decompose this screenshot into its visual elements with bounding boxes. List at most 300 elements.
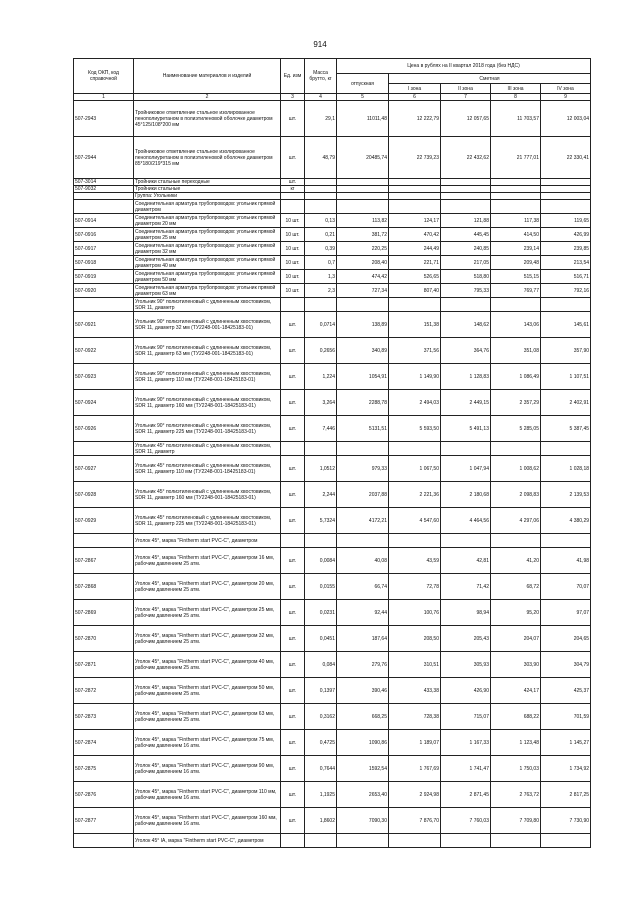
row-zone-4-price-cell (541, 200, 591, 214)
row-release-price-cell (337, 179, 389, 186)
row-name-cell: Уголок 45°, марка "Fintherm start PVC-C", диаметром 25 мм, рабочим давлением 25 атм. (134, 600, 281, 626)
row-zone-3-price-cell: 424,17 (491, 678, 541, 704)
row-unit-cell: шт. (281, 390, 305, 416)
header-estimate: Сметная (389, 74, 591, 84)
row-zone-2-price-cell: 42,81 (441, 548, 491, 574)
row-zone-4-price-cell: 22 330,41 (541, 137, 591, 179)
row-name-cell: Уголок 45°, марка "Fintherm start PVC-C", диаметром 40 мм, рабочим давлением 25 атм. (134, 652, 281, 678)
row-zone-2-price-cell: 98,94 (441, 600, 491, 626)
table-row (74, 730, 591, 756)
row-code-cell (74, 200, 134, 214)
row-zone-3-price-cell: 1 750,03 (491, 756, 541, 782)
row-zone-4-price-cell: 516,71 (541, 270, 591, 284)
row-mass-cell: 0,21 (305, 228, 337, 242)
row-zone-4-price-cell: 701,59 (541, 704, 591, 730)
row-mass-cell: 2,3 (305, 284, 337, 298)
row-zone-3-price-cell: 414,50 (491, 228, 541, 242)
row-code-cell: 507-9032 (74, 186, 134, 193)
row-release-price-cell: 220,25 (337, 242, 389, 256)
row-name-cell: Соединительная арматура трубопроводов: угольник прямой диаметром 50 мм (134, 270, 281, 284)
row-zone-4-price-cell: 12 003,04 (541, 101, 591, 137)
row-code-cell: 507-0927 (74, 456, 134, 482)
row-zone-2-price-cell (441, 442, 491, 456)
row-zone-3-price-cell (491, 442, 541, 456)
table-row (74, 834, 591, 848)
row-name-cell: Тройники стальные (134, 186, 281, 193)
table-row (74, 508, 591, 534)
row-release-price-cell: 40,08 (337, 548, 389, 574)
row-zone-1-price-cell: 5 593,50 (389, 416, 441, 442)
row-unit-cell: шт. (281, 101, 305, 137)
row-code-cell: 507-0926 (74, 416, 134, 442)
table-row (74, 600, 591, 626)
row-code-cell: 507-0922 (74, 338, 134, 364)
row-zone-4-price-cell: 426,99 (541, 228, 591, 242)
column-number: 2 (134, 94, 281, 101)
row-name-cell: Уголок 45°, марка "Fintherm start PVC-C", диаметром 75 мм, рабочим давлением 16 атм. (134, 730, 281, 756)
row-zone-3-price-cell: 303,90 (491, 652, 541, 678)
row-zone-2-price-cell: 715,07 (441, 704, 491, 730)
table-row (74, 456, 591, 482)
row-release-price-cell (337, 442, 389, 456)
row-zone-3-price-cell: 4 297,06 (491, 508, 541, 534)
header-unit: Ед. изм (281, 59, 305, 94)
row-zone-2-price-cell: 7 760,03 (441, 808, 491, 834)
row-zone-2-price-cell (441, 534, 491, 548)
row-code-cell: 507-0919 (74, 270, 134, 284)
row-release-price-cell: 340,89 (337, 338, 389, 364)
row-unit-cell (281, 442, 305, 456)
row-zone-1-price-cell: 4 547,60 (389, 508, 441, 534)
row-release-price-cell: 66,74 (337, 574, 389, 600)
row-zone-1-price-cell: 2 924,98 (389, 782, 441, 808)
table-row (74, 482, 591, 508)
row-unit-cell (281, 193, 305, 200)
row-mass-cell: 0,1397 (305, 678, 337, 704)
row-zone-4-price-cell: 1 028,18 (541, 456, 591, 482)
table-row (74, 284, 591, 298)
row-zone-3-price-cell: 209,48 (491, 256, 541, 270)
row-zone-3-price-cell: 41,20 (491, 548, 541, 574)
row-zone-2-price-cell: 121,88 (441, 214, 491, 228)
row-zone-3-price-cell: 21 777,01 (491, 137, 541, 179)
row-zone-1-price-cell: 728,38 (389, 704, 441, 730)
row-release-price-cell: 4172,21 (337, 508, 389, 534)
row-code-cell: 507-0921 (74, 312, 134, 338)
row-zone-4-price-cell: 304,79 (541, 652, 591, 678)
row-code-cell (74, 442, 134, 456)
row-zone-2-price-cell: 1 047,94 (441, 456, 491, 482)
row-zone-1-price-cell: 2 494,03 (389, 390, 441, 416)
header-name: Наименование материалов и изделий (134, 59, 281, 94)
header-code: Код ОКП, код справочной (74, 59, 134, 94)
row-unit-cell: 10 шт. (281, 284, 305, 298)
row-zone-4-price-cell: 2 817,25 (541, 782, 591, 808)
row-zone-1-price-cell: 7 876,70 (389, 808, 441, 834)
row-zone-2-price-cell: 5 491,13 (441, 416, 491, 442)
row-zone-2-price-cell (441, 298, 491, 312)
row-name-cell: Угольник 90° полиэтиленовый с удлиненным хвостовиком, SDR 11, диаметр 110 мм (ТУ2248-001-18425183-01) (134, 364, 281, 390)
column-number: 5 (337, 94, 389, 101)
row-release-price-cell: 668,25 (337, 704, 389, 730)
row-name-cell: Уголок 45°, марка "Fintherm start PVC-C", диаметром 110 мм, рабочим давлением 16 атм. (134, 782, 281, 808)
row-unit-cell: шт. (281, 626, 305, 652)
row-mass-cell (305, 179, 337, 186)
row-zone-1-price-cell: 470,42 (389, 228, 441, 242)
row-mass-cell: 0,0714 (305, 312, 337, 338)
row-zone-1-price-cell (389, 200, 441, 214)
table-row (74, 193, 591, 200)
row-zone-2-price-cell: 2 180,68 (441, 482, 491, 508)
row-code-cell: 507-2944 (74, 137, 134, 179)
row-name-cell: Уголок 45° IA, марка "Fintherm start PVC-C", диаметром (134, 834, 281, 848)
row-zone-2-price-cell: 205,43 (441, 626, 491, 652)
row-release-price-cell: 390,46 (337, 678, 389, 704)
row-zone-3-price-cell: 769,77 (491, 284, 541, 298)
row-zone-4-price-cell: 357,90 (541, 338, 591, 364)
row-mass-cell: 29,1 (305, 101, 337, 137)
row-mass-cell: 0,0231 (305, 600, 337, 626)
table-row (74, 678, 591, 704)
row-mass-cell: 0,0084 (305, 548, 337, 574)
row-zone-3-price-cell (491, 200, 541, 214)
table-row (74, 548, 591, 574)
row-mass-cell (305, 442, 337, 456)
row-name-cell: Угольник 90° полиэтиленовый с удлиненным хвостовиком, SDR 11, диаметр 32 мм (ТУ2248-001-18425183-01) (134, 312, 281, 338)
row-code-cell: 507-0924 (74, 390, 134, 416)
row-zone-3-price-cell: 515,15 (491, 270, 541, 284)
row-code-cell (74, 298, 134, 312)
row-unit-cell: шт. (281, 678, 305, 704)
row-zone-2-price-cell: 12 057,65 (441, 101, 491, 137)
row-zone-2-price-cell: 1 167,33 (441, 730, 491, 756)
row-mass-cell (305, 200, 337, 214)
row-zone-2-price-cell: 445,45 (441, 228, 491, 242)
row-zone-3-price-cell: 117,38 (491, 214, 541, 228)
row-code-cell: 507-2869 (74, 600, 134, 626)
row-zone-3-price-cell: 239,14 (491, 242, 541, 256)
row-mass-cell: 3,264 (305, 390, 337, 416)
row-zone-1-price-cell: 72,78 (389, 574, 441, 600)
row-mass-cell: 0,0451 (305, 626, 337, 652)
row-zone-2-price-cell: 240,85 (441, 242, 491, 256)
row-name-cell: Угольник 45° полиэтиленовый с удлиненным хвостовиком, SDR 11, диаметр 160 мм (ТУ2248-001-18425183-01) (134, 482, 281, 508)
table-row (74, 704, 591, 730)
row-mass-cell: 0,3162 (305, 704, 337, 730)
column-number: 9 (541, 94, 591, 101)
row-zone-1-price-cell: 1 767,69 (389, 756, 441, 782)
row-code-cell: 507-2876 (74, 782, 134, 808)
row-zone-1-price-cell: 208,50 (389, 626, 441, 652)
row-zone-3-price-cell: 11 703,57 (491, 101, 541, 137)
row-release-price-cell: 5131,51 (337, 416, 389, 442)
column-number: 8 (491, 94, 541, 101)
row-code-cell: 507-2868 (74, 574, 134, 600)
row-zone-3-price-cell: 95,20 (491, 600, 541, 626)
row-release-price-cell: 11011,48 (337, 101, 389, 137)
table-row (74, 808, 591, 834)
row-mass-cell: 0,2656 (305, 338, 337, 364)
row-zone-3-price-cell: 68,72 (491, 574, 541, 600)
row-code-cell: 507-0916 (74, 228, 134, 242)
row-zone-2-price-cell: 364,76 (441, 338, 491, 364)
table-row (74, 652, 591, 678)
row-mass-cell: 1,0512 (305, 456, 337, 482)
row-unit-cell: шт. (281, 179, 305, 186)
row-zone-4-price-cell: 97,07 (541, 600, 591, 626)
row-code-cell: 507-0920 (74, 284, 134, 298)
row-release-price-cell (337, 534, 389, 548)
table-row (74, 200, 591, 214)
row-release-price-cell: 727,34 (337, 284, 389, 298)
row-mass-cell (305, 193, 337, 200)
row-mass-cell: 0,39 (305, 242, 337, 256)
row-mass-cell: 0,13 (305, 214, 337, 228)
row-zone-4-price-cell (541, 534, 591, 548)
row-unit-cell: шт. (281, 652, 305, 678)
row-zone-4-price-cell: 4 380,29 (541, 508, 591, 534)
row-zone-3-price-cell (491, 186, 541, 193)
row-zone-1-price-cell: 1 189,07 (389, 730, 441, 756)
row-unit-cell: шт. (281, 312, 305, 338)
row-name-cell: Уголок 45°, марка "Fintherm start PVC-C", диаметром 160 мм, рабочим давлением 16 атм. (134, 808, 281, 834)
row-mass-cell: 1,224 (305, 364, 337, 390)
row-unit-cell: шт. (281, 600, 305, 626)
row-zone-4-price-cell: 213,54 (541, 256, 591, 270)
row-zone-4-price-cell: 5 387,45 (541, 416, 591, 442)
row-mass-cell: 0,0155 (305, 574, 337, 600)
row-zone-2-price-cell (441, 834, 491, 848)
row-name-cell: Тройники стальные переходные (134, 179, 281, 186)
row-name-cell: Уголок 45°, марка "Fintherm start PVC-C", диаметром 20 мм, рабочим давлением 25 атм. (134, 574, 281, 600)
row-zone-3-price-cell (491, 534, 541, 548)
row-unit-cell: шт. (281, 364, 305, 390)
row-zone-1-price-cell (389, 186, 441, 193)
row-mass-cell: 1,8602 (305, 808, 337, 834)
row-release-price-cell: 2037,88 (337, 482, 389, 508)
row-release-price-cell: 2288,78 (337, 390, 389, 416)
row-zone-4-price-cell: 239,85 (541, 242, 591, 256)
row-release-price-cell: 381,72 (337, 228, 389, 242)
row-zone-2-price-cell: 518,80 (441, 270, 491, 284)
row-name-cell: Угольник 90° полиэтиленовый с удлиненным хвостовиком, SDR 11, диаметр 63 мм (ТУ2248-001-18425183-01) (134, 338, 281, 364)
row-mass-cell: 0,7644 (305, 756, 337, 782)
row-zone-4-price-cell: 145,61 (541, 312, 591, 338)
row-name-cell: Уголок 45°, марка "Fintherm start PVC-C", диаметром (134, 534, 281, 548)
row-name-cell: Угольник 45° полиэтиленовый с удлиненным хвостовиком, SDR 11, диаметр (134, 442, 281, 456)
row-unit-cell: шт. (281, 548, 305, 574)
row-zone-1-price-cell: 2 221,36 (389, 482, 441, 508)
table-row (74, 782, 591, 808)
row-mass-cell: 1,1925 (305, 782, 337, 808)
row-code-cell (74, 534, 134, 548)
row-zone-1-price-cell: 433,38 (389, 678, 441, 704)
row-zone-3-price-cell: 351,08 (491, 338, 541, 364)
row-unit-cell (281, 200, 305, 214)
header-zone-3: III зона (491, 84, 541, 94)
row-zone-3-price-cell: 7 709,80 (491, 808, 541, 834)
row-unit-cell (281, 834, 305, 848)
row-zone-3-price-cell: 5 285,05 (491, 416, 541, 442)
row-name-cell: Уголок 45°, марка "Fintherm start PVC-C", диаметром 50 мм, рабочим давлением 25 атм. (134, 678, 281, 704)
row-zone-2-price-cell: 1 741,47 (441, 756, 491, 782)
row-mass-cell: 0,7 (305, 256, 337, 270)
row-zone-2-price-cell (441, 186, 491, 193)
row-zone-1-price-cell: 807,40 (389, 284, 441, 298)
row-unit-cell: 10 шт. (281, 242, 305, 256)
row-unit-cell: шт. (281, 574, 305, 600)
row-zone-1-price-cell: 12 222,79 (389, 101, 441, 137)
row-zone-3-price-cell: 2 098,83 (491, 482, 541, 508)
row-zone-2-price-cell: 4 464,56 (441, 508, 491, 534)
row-unit-cell: 10 шт. (281, 228, 305, 242)
row-mass-cell (305, 534, 337, 548)
column-number: 3 (281, 94, 305, 101)
row-code-cell: 507-2872 (74, 678, 134, 704)
row-code-cell: 507-2874 (74, 730, 134, 756)
row-name-cell: Тройниковое ответвление стальное изолированное пенополиуретаном в полиэтиленовой оболочке диаметром 45°125/108*200 мм (134, 101, 281, 137)
row-code-cell (74, 193, 134, 200)
row-zone-4-price-cell: 425,37 (541, 678, 591, 704)
table-row (74, 312, 591, 338)
row-release-price-cell (337, 200, 389, 214)
row-zone-4-price-cell (541, 834, 591, 848)
row-zone-2-price-cell (441, 193, 491, 200)
row-unit-cell: шт. (281, 416, 305, 442)
row-code-cell: 507-0917 (74, 242, 134, 256)
row-zone-2-price-cell: 217,05 (441, 256, 491, 270)
row-zone-3-price-cell: 1 123,48 (491, 730, 541, 756)
table-row (74, 228, 591, 242)
row-name-cell: Соединительная арматура трубопроводов: угольник прямой диаметром 32 мм (134, 242, 281, 256)
row-zone-4-price-cell: 2 139,53 (541, 482, 591, 508)
table-row (74, 416, 591, 442)
row-zone-4-price-cell (541, 193, 591, 200)
row-unit-cell: шт. (281, 482, 305, 508)
row-zone-3-price-cell (491, 179, 541, 186)
row-zone-4-price-cell (541, 186, 591, 193)
table-row (74, 626, 591, 652)
row-zone-4-price-cell: 1 145,27 (541, 730, 591, 756)
column-number: 6 (389, 94, 441, 101)
table-row (74, 101, 591, 137)
row-release-price-cell: 1090,86 (337, 730, 389, 756)
column-number: 1 (74, 94, 134, 101)
row-unit-cell: кг (281, 186, 305, 193)
table-row (74, 534, 591, 548)
row-zone-2-price-cell: 305,93 (441, 652, 491, 678)
row-unit-cell (281, 298, 305, 312)
row-unit-cell: шт. (281, 137, 305, 179)
row-code-cell: 507-3014 (74, 179, 134, 186)
row-zone-2-price-cell (441, 179, 491, 186)
row-zone-4-price-cell (541, 179, 591, 186)
row-zone-3-price-cell: 1 008,62 (491, 456, 541, 482)
row-zone-1-price-cell: 221,71 (389, 256, 441, 270)
row-name-cell: Соединительная арматура трубопроводов: угольник прямой диаметром 40 мм (134, 256, 281, 270)
header-zone-1: I зона (389, 84, 441, 94)
row-name-cell: Соединительная арматура трубопроводов: угольник прямой диаметром 25 мм (134, 228, 281, 242)
row-code-cell: 507-2873 (74, 704, 134, 730)
row-zone-4-price-cell (541, 442, 591, 456)
row-name-cell: Тройниковое ответвление стальное изолированное пенополиуретаном в полиэтиленовой оболочке диаметром 85*180/219*315 мм (134, 137, 281, 179)
row-unit-cell: шт. (281, 508, 305, 534)
table-body (74, 101, 591, 848)
row-zone-3-price-cell (491, 298, 541, 312)
row-code-cell: 507-0929 (74, 508, 134, 534)
row-release-price-cell: 1054,91 (337, 364, 389, 390)
row-release-price-cell: 7090,30 (337, 808, 389, 834)
row-zone-2-price-cell: 71,42 (441, 574, 491, 600)
row-zone-4-price-cell: 70,07 (541, 574, 591, 600)
row-release-price-cell: 113,82 (337, 214, 389, 228)
row-code-cell: 507-2943 (74, 101, 134, 137)
table-row (74, 137, 591, 179)
row-zone-4-price-cell: 1 734,92 (541, 756, 591, 782)
header-zone-4: IV зона (541, 84, 591, 94)
row-zone-4-price-cell: 41,98 (541, 548, 591, 574)
row-release-price-cell: 92,44 (337, 600, 389, 626)
column-number: 7 (441, 94, 491, 101)
row-release-price-cell: 474,42 (337, 270, 389, 284)
page-number: 914 (313, 40, 327, 49)
row-zone-2-price-cell: 426,90 (441, 678, 491, 704)
row-zone-2-price-cell: 148,62 (441, 312, 491, 338)
row-zone-1-price-cell: 124,17 (389, 214, 441, 228)
row-unit-cell: 10 шт. (281, 270, 305, 284)
row-code-cell: 507-2867 (74, 548, 134, 574)
row-release-price-cell: 979,33 (337, 456, 389, 482)
row-zone-3-price-cell: 143,06 (491, 312, 541, 338)
row-mass-cell (305, 186, 337, 193)
row-release-price-cell (337, 834, 389, 848)
row-name-cell: Уголок 45°, марка "Fintherm start PVC-C", диаметром 63 мм, рабочим давлением 25 атм. (134, 704, 281, 730)
row-code-cell: 507-2877 (74, 808, 134, 834)
row-release-price-cell: 1592,54 (337, 756, 389, 782)
row-zone-2-price-cell: 795,33 (441, 284, 491, 298)
table-row (74, 574, 591, 600)
row-name-cell: Уголок 45°, марка "Fintherm start PVC-C", диаметром 32 мм, рабочим давлением 25 атм. (134, 626, 281, 652)
row-zone-1-price-cell: 100,76 (389, 600, 441, 626)
row-mass-cell: 1,3 (305, 270, 337, 284)
table-row (74, 364, 591, 390)
header-release: отпускная (337, 74, 389, 94)
row-zone-3-price-cell: 2 763,72 (491, 782, 541, 808)
row-zone-3-price-cell (491, 193, 541, 200)
row-zone-3-price-cell: 2 357,29 (491, 390, 541, 416)
table-row (74, 179, 591, 186)
row-code-cell: 507-0923 (74, 364, 134, 390)
row-zone-3-price-cell: 688,22 (491, 704, 541, 730)
row-zone-4-price-cell: 7 730,90 (541, 808, 591, 834)
row-release-price-cell: 187,64 (337, 626, 389, 652)
row-release-price-cell (337, 193, 389, 200)
row-zone-1-price-cell (389, 193, 441, 200)
row-unit-cell: шт. (281, 338, 305, 364)
row-mass-cell: 5,7324 (305, 508, 337, 534)
row-zone-4-price-cell: 204,65 (541, 626, 591, 652)
row-zone-1-price-cell: 371,56 (389, 338, 441, 364)
table-row (74, 442, 591, 456)
row-name-cell: Угольник 45° полиэтиленовый с удлиненным хвостовиком, SDR 11, диаметр 110 мм (ТУ2248-001-18425183-01) (134, 456, 281, 482)
row-zone-1-price-cell: 22 739,23 (389, 137, 441, 179)
row-unit-cell: шт. (281, 756, 305, 782)
row-release-price-cell (337, 186, 389, 193)
row-zone-1-price-cell: 151,38 (389, 312, 441, 338)
table-row (74, 756, 591, 782)
row-release-price-cell: 138,89 (337, 312, 389, 338)
row-mass-cell (305, 298, 337, 312)
